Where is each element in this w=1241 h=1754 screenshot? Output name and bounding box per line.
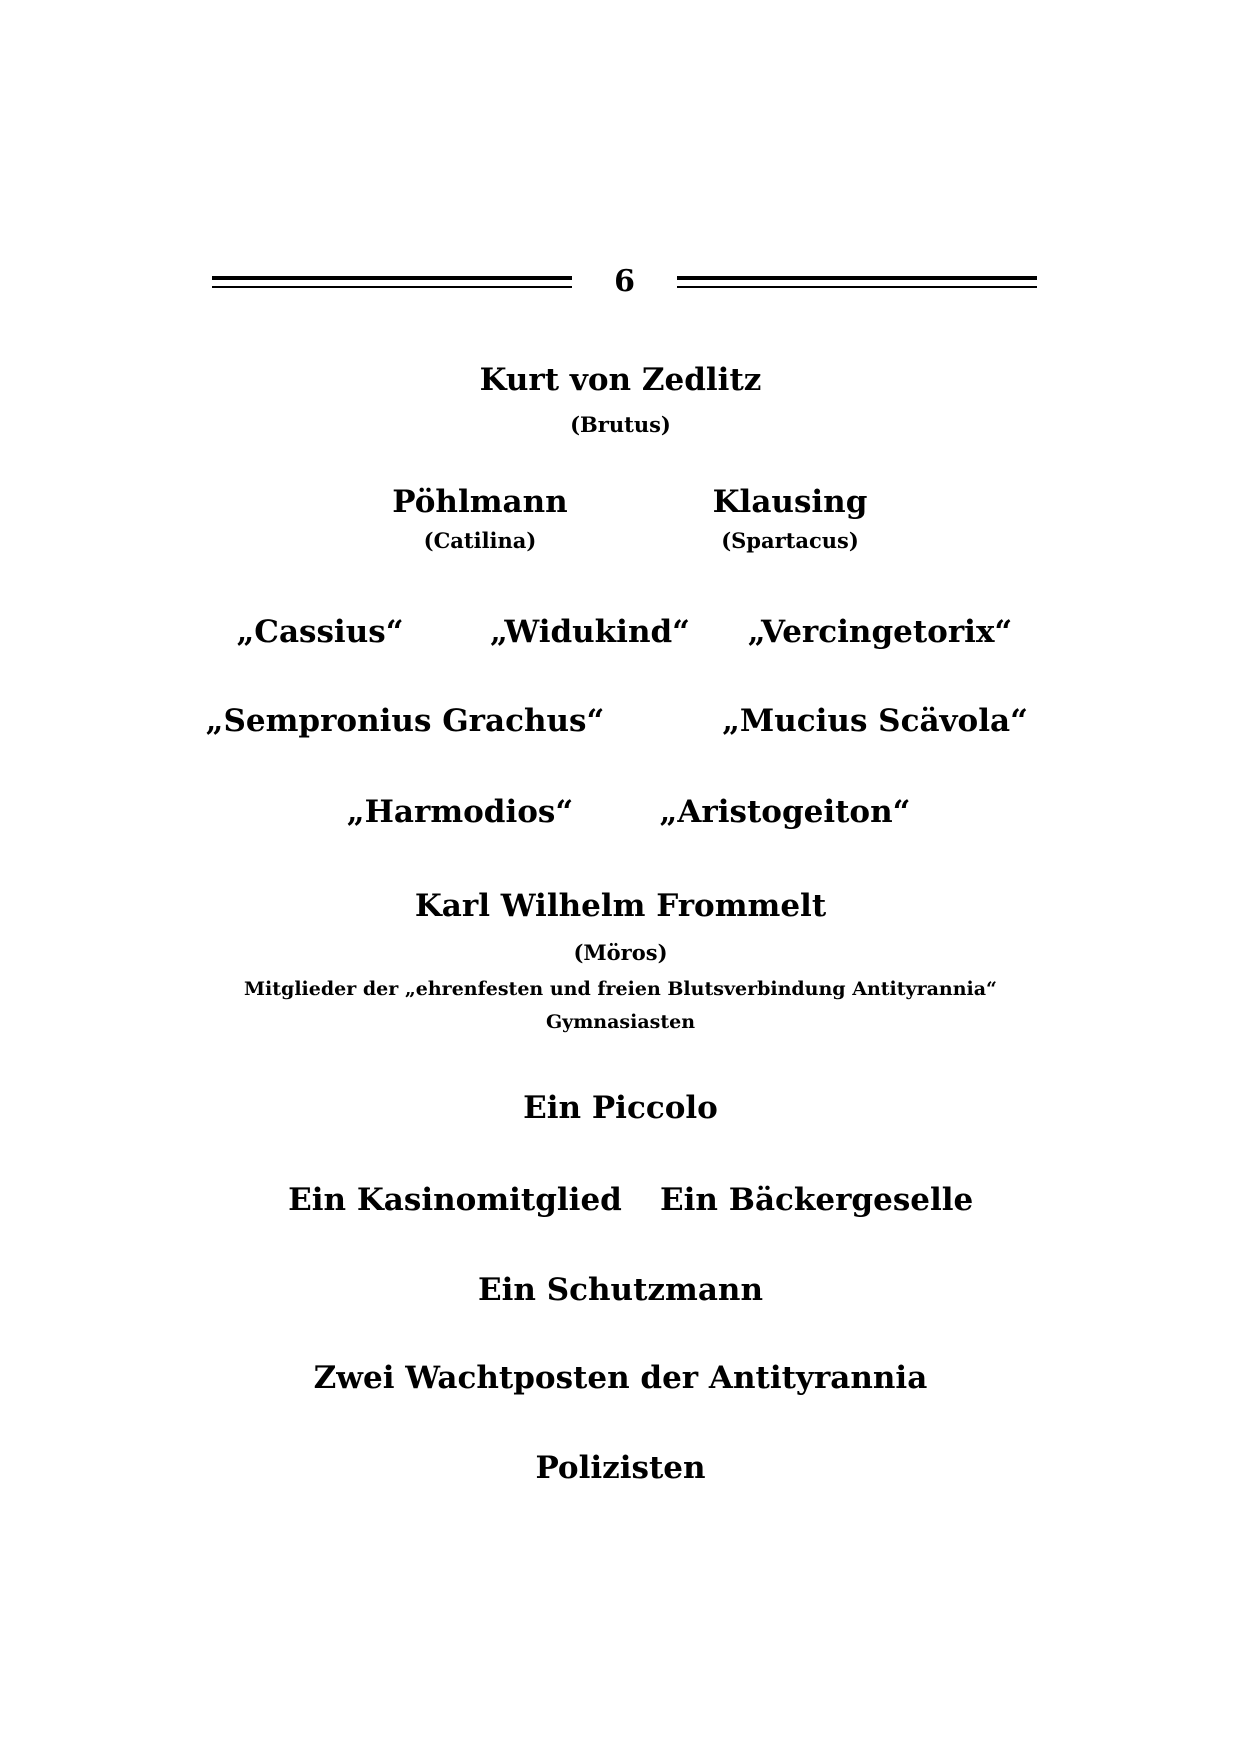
page-header (212, 264, 1037, 300)
character-role-spartacus: (Spartacus) (721, 528, 859, 553)
role-piccolo: Ein Piccolo (523, 1090, 718, 1126)
character-name-zedlitz: Kurt von Zedlitz (479, 362, 762, 398)
name-aristogeiton: „Aristogeiton“ (659, 794, 911, 830)
members-note: Mitglieder der „ehrenfesten und freien Blutsverbindung Antityrannia“ (244, 978, 997, 1000)
header-rule-right (677, 276, 1037, 290)
name-sempronius-grachus: „Sempronius Grachus“ (205, 703, 605, 739)
name-widukind: „Widukind“ (490, 614, 690, 650)
character-role-brutus: (Brutus) (570, 412, 671, 437)
gymnasiasten-label: Gymnasiasten (545, 1011, 696, 1033)
role-polizisten: Polizisten (535, 1450, 706, 1486)
character-role-catilina: (Catilina) (423, 528, 537, 553)
character-name-frommelt: Karl Wilhelm Frommelt (414, 888, 827, 924)
character-name-klausing: Klausing (712, 484, 868, 520)
page-number: 6 (614, 264, 635, 299)
character-poehlmann (330, 484, 630, 553)
name-harmodios: „Harmodios“ (346, 794, 574, 830)
name-mucius-scaevola: „Mucius Scävola“ (722, 703, 1028, 739)
character-klausing (640, 484, 940, 553)
role-schutzmann: Ein Schutzmann (478, 1272, 763, 1308)
character-name-poehlmann: Pöhlmann (392, 484, 568, 520)
role-wachtposten: Zwei Wachtposten der Antityrannia (313, 1360, 928, 1396)
name-vercingetorix: „Vercingetorix“ (747, 614, 1013, 650)
role-baeckergeselle: Ein Bäckergeselle (660, 1182, 974, 1218)
name-cassius: „Cassius“ (236, 614, 404, 650)
role-kasinomitglied: Ein Kasinomitglied (288, 1182, 622, 1218)
character-role-moeros: (Möros) (573, 940, 668, 965)
